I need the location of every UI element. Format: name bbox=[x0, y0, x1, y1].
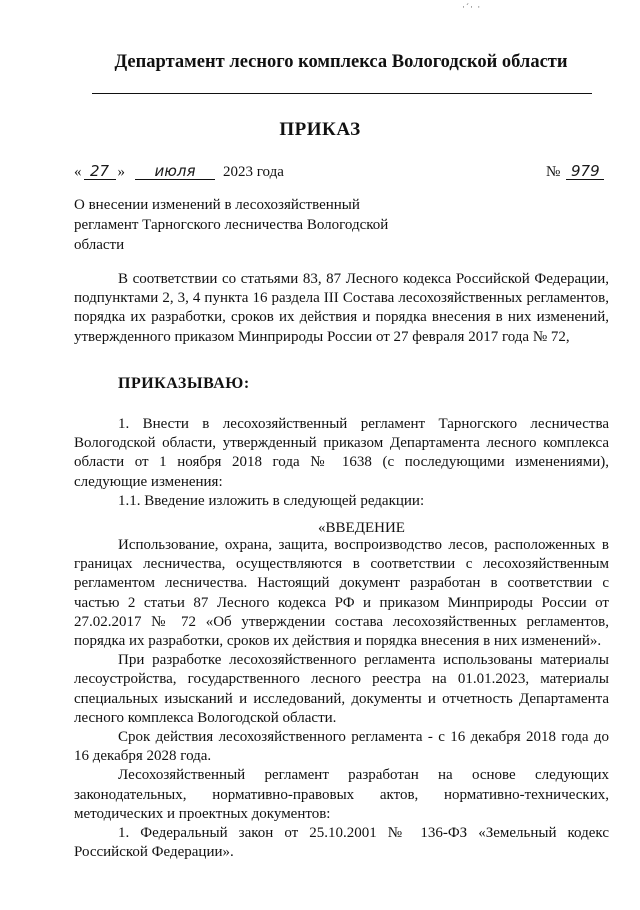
intro-heading: «ВВЕДЕНИЕ bbox=[318, 520, 405, 536]
intro-paragraph-5: 1. Федеральный закон от 25.10.2001 № 136-ФЗ «Земельный кодекс Российской Федерации». bbox=[74, 825, 609, 861]
order-date bbox=[74, 163, 284, 181]
document-type-heading: ПРИКАЗ bbox=[279, 119, 361, 140]
items-block bbox=[74, 415, 609, 511]
intro-paragraph-1: Использование, охрана, защита, воспроизводство лесов, расположенных в границах лесничества, осуществляются в соответствии с лесохозяйственным регламентом лесничества. Настоящий документ разработан в соответствии с частью 2 статьи 87 Лесного кодекса РФ и приказом Минприроды России от 27.02.2017 № 72 «Об утверждении состава лесохозяйственных регламентов, порядка их разработки, сроков их действия и порядка внесения в них изменений». bbox=[74, 537, 609, 650]
date-month-handwritten: июля bbox=[135, 163, 215, 180]
intro-paragraph-3: Срок действия лесохозяйственного регламента - с 16 декабря 2018 года до 16 декабря 2028 года. bbox=[74, 729, 609, 765]
organization-title: Департамент лесного комплекса Вологодской области bbox=[114, 52, 568, 72]
preamble-block bbox=[74, 270, 609, 347]
date-open-quote: « bbox=[74, 164, 82, 180]
item-1-1: 1.1. Введение изложить в следующей редакции: bbox=[118, 492, 425, 509]
preamble-paragraph: В соответствии со статьями 83, 87 Лесного кодекса Российской Федерации, подпунктами 2, 3, 4 пункта 16 раздела III Состава лесохозяйственных регламентов, порядка их разработки, сроков их действия и порядка внесения в них изменений, утвержденного приказом Минприроды России от 27 февраля 2017 года № 72, bbox=[74, 271, 609, 345]
number-prefix: № bbox=[546, 164, 561, 180]
header-divider bbox=[92, 93, 592, 94]
intro-block bbox=[74, 536, 609, 862]
order-word: ПРИКАЗЫВАЮ: bbox=[118, 375, 250, 392]
order-subject: О внесении изменений в лесохозяйственный регламент Тарногского лесничества Вологодской области bbox=[74, 197, 389, 253]
scan-mark: ·´· · bbox=[462, 2, 482, 12]
intro-paragraph-2: При разработке лесохозяйственного регламента использованы материалы лесоустройства, государственного лесного реестра на 01.01.2023, материалы специальных изысканий и исследований, документы и отчетность Департамента лесного комплекса Вологодской области. bbox=[74, 652, 609, 726]
date-year: 2023 года bbox=[223, 164, 284, 180]
intro-paragraph-4: Лесохозяйственный регламент разработан на основе следующих законодательных, нормативно-правовых актов, нормативно-технических, методических и проектных документов: bbox=[74, 767, 609, 822]
number-value-handwritten: 979 bbox=[566, 163, 604, 180]
item-1: 1. Внести в лесохозяйственный регламент Тарногского лесничества Вологодской области, утвержденный приказом Департамента лесного комплекса области от 1 ноября 2018 года № 1638 (с последующими изменениями), следующие изменения: bbox=[74, 416, 609, 490]
date-close-quote: » bbox=[117, 164, 125, 180]
date-day-handwritten: 27 bbox=[84, 163, 116, 180]
order-number bbox=[546, 163, 604, 181]
